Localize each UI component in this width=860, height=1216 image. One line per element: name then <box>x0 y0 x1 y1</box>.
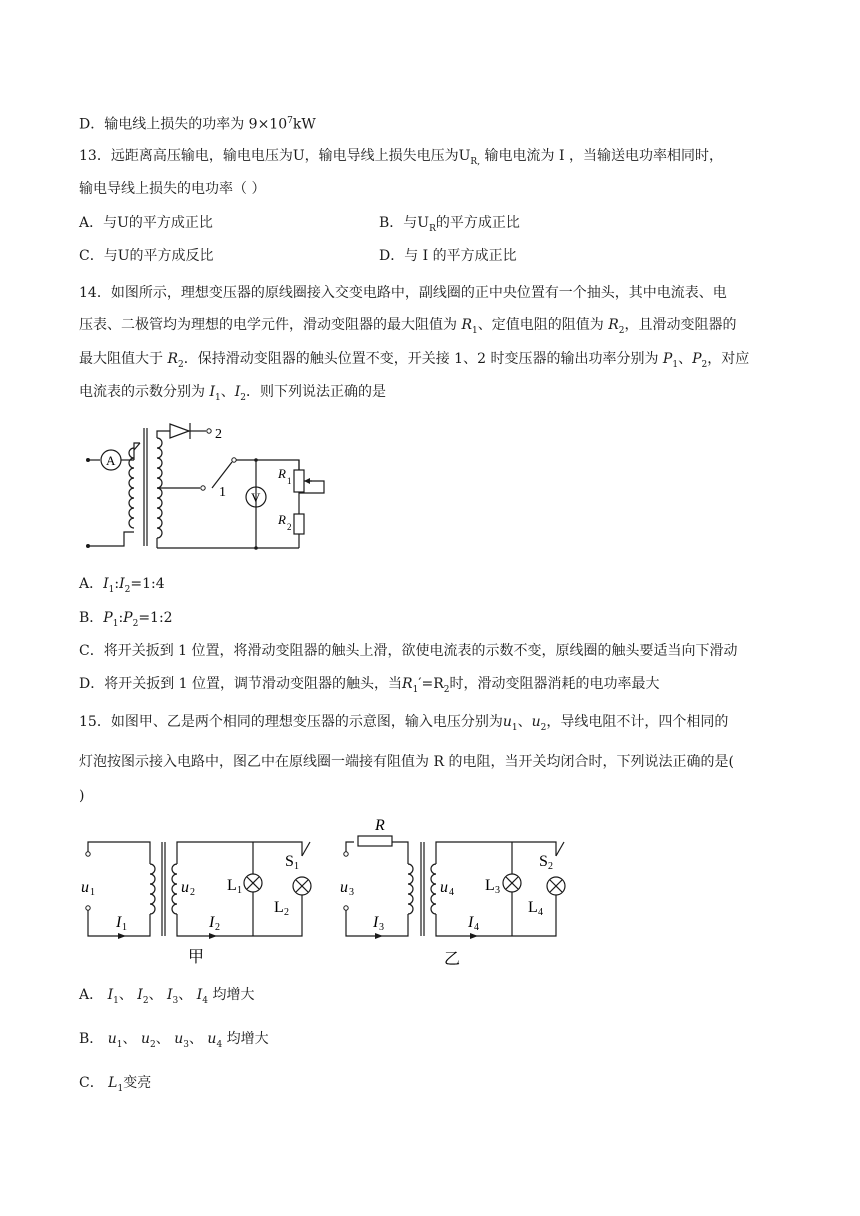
svg-text:u: u <box>340 879 348 896</box>
q14-circuit-diagram <box>78 418 348 554</box>
svg-text:L: L <box>227 877 237 894</box>
figure-label-yi: 乙 <box>444 951 461 968</box>
svg-text:1: 1 <box>122 922 127 933</box>
svg-text:1: 1 <box>294 861 299 872</box>
rheostat-icon <box>294 470 304 492</box>
q13-option-d: D．与 I 的平方成正比 <box>379 248 517 264</box>
r1-label: R <box>278 466 286 481</box>
svg-text:1: 1 <box>90 887 95 898</box>
svg-text:u: u <box>181 879 189 896</box>
resistor-icon <box>294 514 304 534</box>
svg-text:L: L <box>274 899 284 916</box>
svg-text:S: S <box>285 853 294 870</box>
svg-text:I: I <box>468 914 474 931</box>
svg-text:R: R <box>375 817 385 834</box>
svg-text:L: L <box>485 877 495 894</box>
q15-option-c: C． $L_1$变亮 <box>79 1075 152 1094</box>
q15-stem-line2: 灯泡按图示接入电路中，图乙中在原线圈一端接有阻值为 R 的电阻，当开关均闭合时，下列说法正确的是( <box>79 754 734 770</box>
svg-text:3: 3 <box>379 922 384 933</box>
svg-text:2: 2 <box>548 861 553 872</box>
svg-text:4: 4 <box>449 887 454 898</box>
q13-option-a: A．与U的平方成正比 <box>79 215 213 231</box>
figure-label-jia: 甲 <box>188 949 205 966</box>
q14-stem-line1: 14．如图所示，理想变压器的原线圈接入交变电路中，副线圈的正中央位置有一个抽头，其中电流表、电 <box>79 285 727 301</box>
svg-text:3: 3 <box>495 885 500 896</box>
q14-option-a: A．$I_1:I_2=1:4$ <box>79 576 165 595</box>
svg-text:I: I <box>373 914 379 931</box>
q14-option-c: C．将开关扳到 1 位置，将滑动变阻器的触头上滑，欲使电流表的示数不变，原线圈的触头要适当向下滑动 <box>79 643 738 659</box>
r2-label: R <box>278 512 286 527</box>
r2-subscript: 2 <box>287 522 292 532</box>
q13-stem-line2: 输电导线上损失的电功率（ ） <box>79 181 266 197</box>
switch-terminal-1: 1 <box>219 485 226 500</box>
svg-text:I: I <box>209 914 215 931</box>
svg-text:I: I <box>116 914 122 931</box>
svg-text:u: u <box>440 879 448 896</box>
q15-circuit-diagram <box>78 812 588 972</box>
svg-text:2: 2 <box>190 887 195 898</box>
svg-text:2: 2 <box>215 922 220 933</box>
q13-option-c: C．与U的平方成反比 <box>79 248 214 264</box>
q14-stem-line4: 电流表的示数分别为 $I_1$、$I_2$．则下列说法正确的是 <box>79 384 386 403</box>
q15-option-b: B． $u_1$、 $u_2$、 $u_3$、 $u_4$ 均增大 <box>79 1031 269 1050</box>
q13-option-b: B．与$U_R$的平方成正比 <box>379 215 520 234</box>
svg-text:3: 3 <box>349 887 354 898</box>
resistor-icon <box>358 836 392 846</box>
diode-icon <box>170 424 189 438</box>
svg-text:2: 2 <box>284 907 289 918</box>
q15-option-a: A． $I_1$、 $I_2$、 $I_3$、 $I_4$ 均增大 <box>79 987 255 1006</box>
q15-stem-line3: ) <box>79 788 85 804</box>
q15-stem-line1: 15．如图甲、乙是两个相同的理想变压器的示意图，输入电压分别为$u_1$、$u_2$，导线电阻不计，四个相同的 <box>79 714 729 733</box>
svg-text:4: 4 <box>538 907 543 918</box>
switch-terminal-2: 2 <box>215 427 222 442</box>
svg-text:S: S <box>539 853 548 870</box>
svg-text:u: u <box>81 879 89 896</box>
q14-stem-line2: 压表、二极管均为理想的电学元件，滑动变阻器的最大阻值为 $R_1$、定值电阻的阻值为 $R_2$，且滑动变阻器的 <box>79 317 737 336</box>
r1-subscript: 1 <box>287 476 292 486</box>
ammeter-label: A <box>106 453 116 468</box>
voltmeter-label: V <box>251 490 261 505</box>
q14-option-b: B．$P_1:P_2=1:2$ <box>79 610 173 629</box>
q12-option-d: D．输电线上损失的功率为 $9\times 10^7kW$ <box>79 116 316 133</box>
svg-text:1: 1 <box>237 885 242 896</box>
svg-text:4: 4 <box>474 922 479 933</box>
q14-option-d: D．将开关扳到 1 位置，调节滑动变阻器的触头，当$R_1'=R_2$时，滑动变阻器消耗的电功率最大 <box>79 676 660 695</box>
q14-stem-line3: 最大阻值大于 $R_2$．保持滑动变阻器的触头位置不变，开关接 1、2 时变压器的输出功率分别为 $P_1$、$P_2$，对应 <box>79 351 750 370</box>
svg-text:L: L <box>528 899 538 916</box>
q13-stem: 13．远距离高压输电，输电电压为U，输电导线上损失电压为$U_{R,}$ 输电电流为 I ，当输送电功率相同时， <box>79 148 723 167</box>
